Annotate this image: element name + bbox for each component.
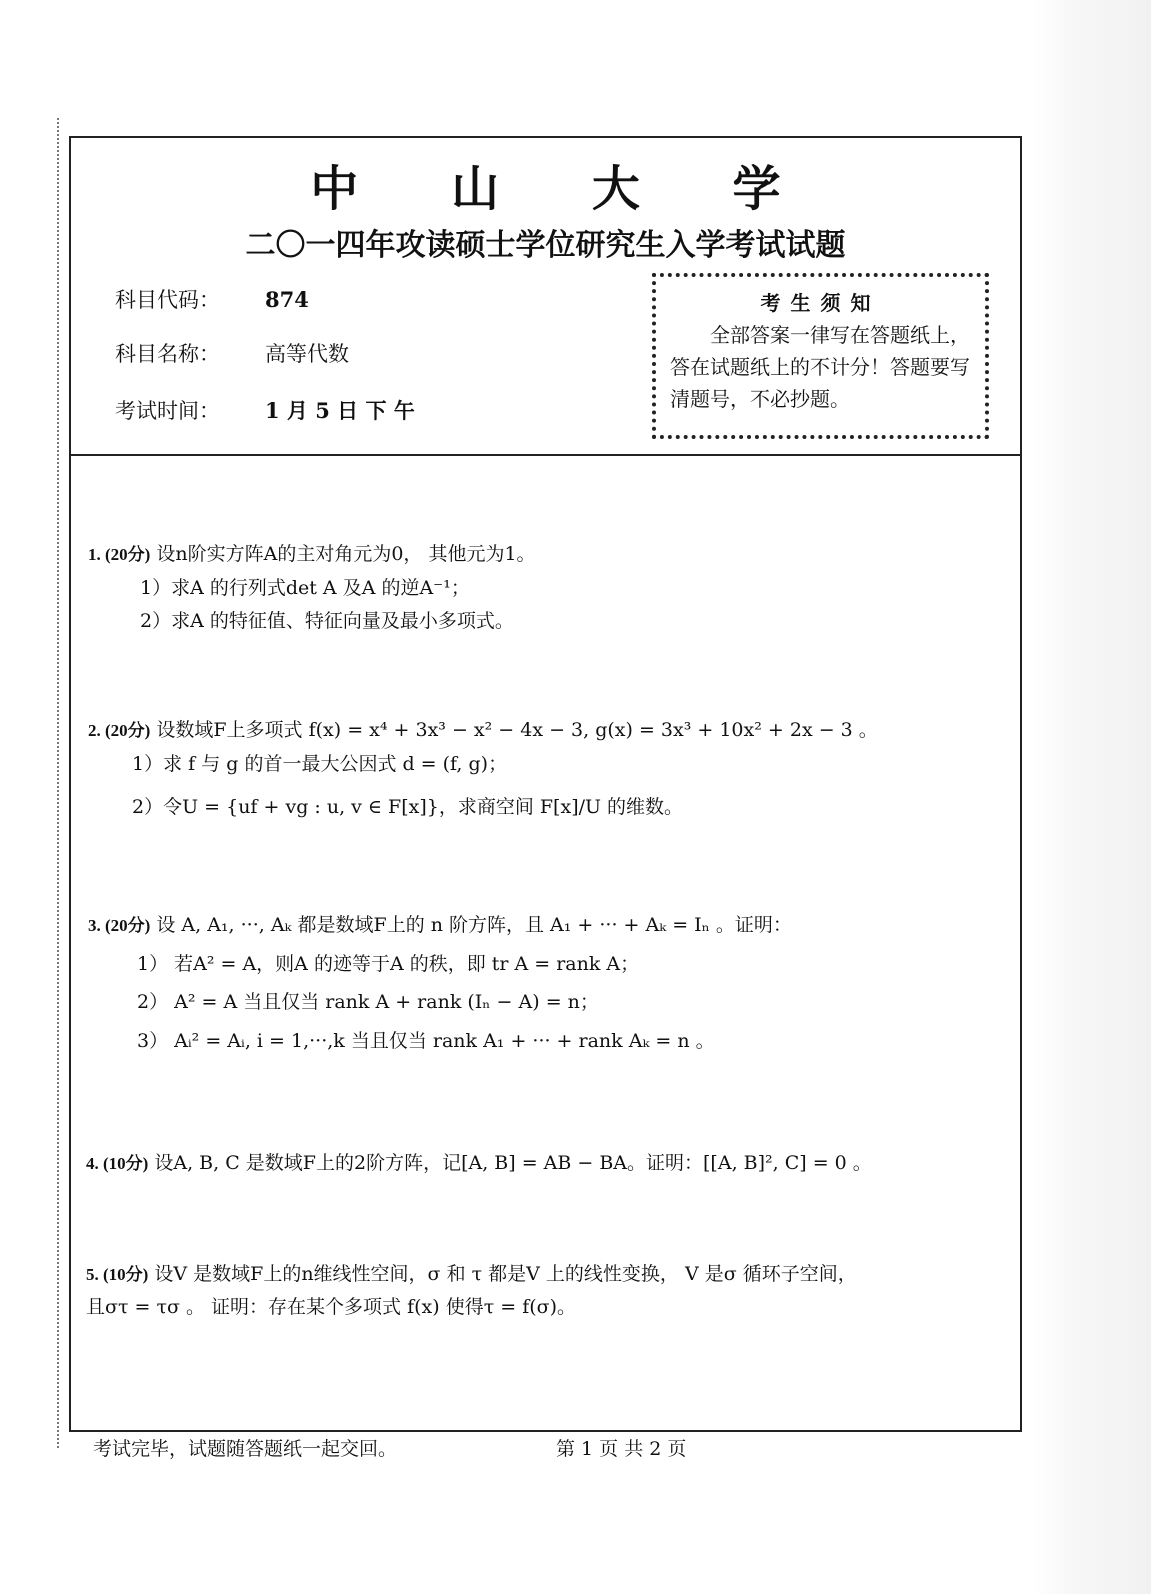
scan-edge-shadow xyxy=(1033,0,1151,1594)
notice-title: 考生须知 xyxy=(760,291,881,315)
question-stem: 设数域F上多项式 f(x) = x⁴ + 3x³ − x² − 4x − 3, g(x) = 3x³ + 10x² + 2x − 3 。 xyxy=(156,719,878,741)
binding-dotted-line xyxy=(57,118,59,1448)
question-2 xyxy=(88,715,878,742)
question-5 xyxy=(86,1259,857,1286)
question-stem: 设n阶实方阵A的主对角元为0， 其他元为1。 xyxy=(156,543,536,565)
notice-body: 全部答案一律写在答题纸上，答在试题纸上的不计分！答题要写清题号，不必抄题。 xyxy=(670,323,970,411)
page-number: 第 1 页 共 2 页 xyxy=(556,1438,687,1460)
footer-instruction: 考试完毕，试题随答题纸一起交回。 xyxy=(93,1438,398,1460)
question-part: 1） 若A² = A，则A 的迹等于A 的秩，即 tr A = rank A； xyxy=(137,953,640,975)
question-4 xyxy=(86,1148,872,1175)
question-part: 2） A² = A 当且仅当 rank A + rank (Iₙ − A) = n； xyxy=(137,991,599,1013)
question-number: 3. (20分) xyxy=(88,916,151,935)
subject-code-label: 科目代码： xyxy=(115,288,220,312)
question-part: 且στ = τσ 。 证明：存在某个多项式 f(x) 使得τ = f(σ)。 xyxy=(86,1296,577,1318)
question-part: 1）求A 的行列式det A 及A 的逆A⁻¹； xyxy=(140,577,470,599)
question-3 xyxy=(88,910,792,937)
exam-time-label: 考试时间： xyxy=(115,399,220,423)
question-part: 2）令U = {uf + vg : u, v ∈ F[x]}，求商空间 F[x]/U 的维数。 xyxy=(132,796,684,818)
question-part: 2）求A 的特征值、特征向量及最小多项式。 xyxy=(140,610,514,632)
question-1 xyxy=(88,539,536,566)
university-name: 中 山 大 学 xyxy=(310,161,819,217)
question-part: 3） Aᵢ² = Aᵢ, i = 1,···,k 当且仅当 rank A₁ + ··· + rank Aₖ = n 。 xyxy=(137,1030,715,1052)
question-part: 1）求 f 与 g 的首一最大公因式 d = (f, g)； xyxy=(132,753,508,775)
exam-time: 1 月 5 日 下 午 xyxy=(265,398,415,423)
subject-name-label: 科目名称： xyxy=(115,342,220,366)
question-number: 4. (10分) xyxy=(86,1154,149,1173)
question-number: 2. (20分) xyxy=(88,721,151,740)
question-stem: 设 A, A₁, ···, Aₖ 都是数域F上的 n 阶方阵，且 A₁ + ··· + Aₖ = Iₙ 。证明： xyxy=(156,914,792,936)
question-stem: 设V 是数域F上的n维线性空间，σ 和 τ 都是V 上的线性变换， V 是σ 循环子空间， xyxy=(154,1263,857,1285)
subject-name: 高等代数 xyxy=(265,342,349,366)
subject-name-row xyxy=(115,338,349,368)
question-stem: 设A, B, C 是数域F上的2阶方阵，记[A, B] = AB − BA。证明：[[A, B]², C] = 0 。 xyxy=(154,1152,872,1174)
exam-sheet xyxy=(69,136,1022,1432)
subject-code-row xyxy=(115,284,309,314)
exam-header xyxy=(71,138,1020,456)
exam-time-row xyxy=(115,395,415,425)
exam-title: 二〇一四年攻读硕士学位研究生入学考试试题 xyxy=(245,228,846,263)
question-number: 5. (10分) xyxy=(86,1265,149,1284)
candidate-notice-box xyxy=(652,273,989,439)
question-number: 1. (20分) xyxy=(88,545,151,564)
subject-code: 874 xyxy=(265,287,309,312)
